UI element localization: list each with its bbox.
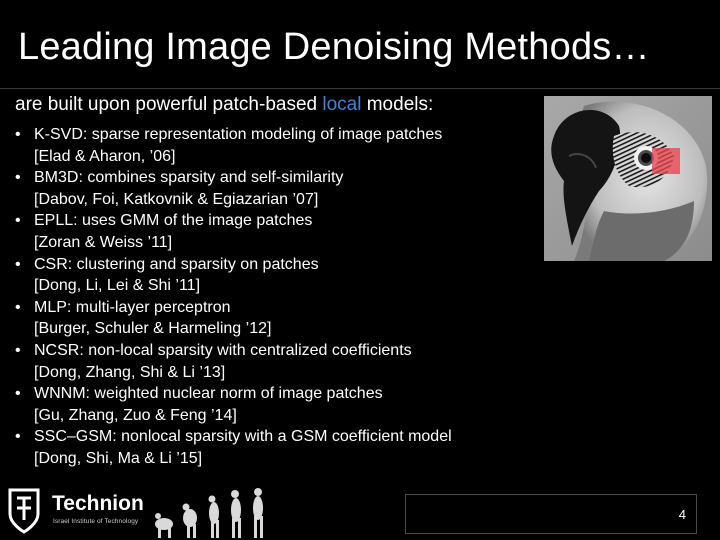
human-evolution-icon	[150, 486, 270, 538]
method-text: SSC–GSM: nonlocal sparsity with a GSM coefficient model	[34, 428, 452, 446]
method-reference: [Burger, Schuler & Harmeling ’12]	[34, 320, 272, 338]
method-text: K-SVD: sparse representation modeling of image patches	[34, 126, 443, 143]
method-item-wnnm	[15, 383, 535, 426]
method-reference: [Dong, Li, Lei & Shi ’11]	[34, 277, 201, 295]
page-number-box	[405, 494, 697, 534]
title-divider	[0, 88, 720, 89]
method-text: WNNM: weighted nuclear norm of image patches	[34, 385, 383, 403]
methods-list	[15, 124, 535, 470]
method-reference: [Dabov, Foi, Katkovnik & Egiazarian ’07]	[34, 190, 319, 208]
technion-logo-icon	[6, 486, 42, 534]
slide-title: Leading Image Denoising Methods…	[18, 26, 650, 68]
method-text: MLP: multi-layer perceptron	[34, 298, 231, 316]
method-text: CSR: clustering and sparsity on patches	[34, 255, 319, 273]
technion-wordmark: Technion	[52, 492, 144, 515]
method-reference: [Gu, Zhang, Zuo & Feng ’14]	[34, 406, 237, 424]
intro-highlight-local: local	[322, 94, 362, 115]
method-item-ksvd	[15, 124, 535, 167]
method-item-ssc-gsm	[15, 426, 535, 469]
method-text: BM3D: combines sparsity and self-similarity	[34, 169, 344, 187]
method-text: NCSR: non-local sparsity with centralized coefficients	[34, 341, 412, 359]
intro-before: are built upon powerful patch-based	[15, 94, 323, 115]
page-number: 4	[678, 507, 686, 522]
intro-after: models:	[361, 94, 434, 115]
highlighted-patch	[652, 148, 680, 174]
method-reference: [Dong, Zhang, Shi & Li ’13]	[34, 363, 226, 381]
method-item-epll	[15, 210, 535, 253]
intro-text	[15, 94, 433, 116]
method-item-csr	[15, 254, 535, 297]
method-reference: [Dong, Shi, Ma & Li ’15]	[34, 449, 203, 467]
method-reference: [Elad & Aharon, ’06]	[34, 147, 176, 165]
method-reference: [Zoran & Weiss ’11]	[34, 233, 173, 251]
technion-tagline: Israel Institute of Technology	[53, 518, 139, 525]
method-text: EPLL: uses GMM of the image patches	[34, 212, 313, 230]
method-item-mlp	[15, 297, 535, 340]
method-item-ncsr	[15, 340, 535, 383]
method-item-bm3d	[15, 167, 535, 210]
parrot-grayscale-image	[544, 96, 712, 261]
parrot-image	[544, 96, 712, 261]
